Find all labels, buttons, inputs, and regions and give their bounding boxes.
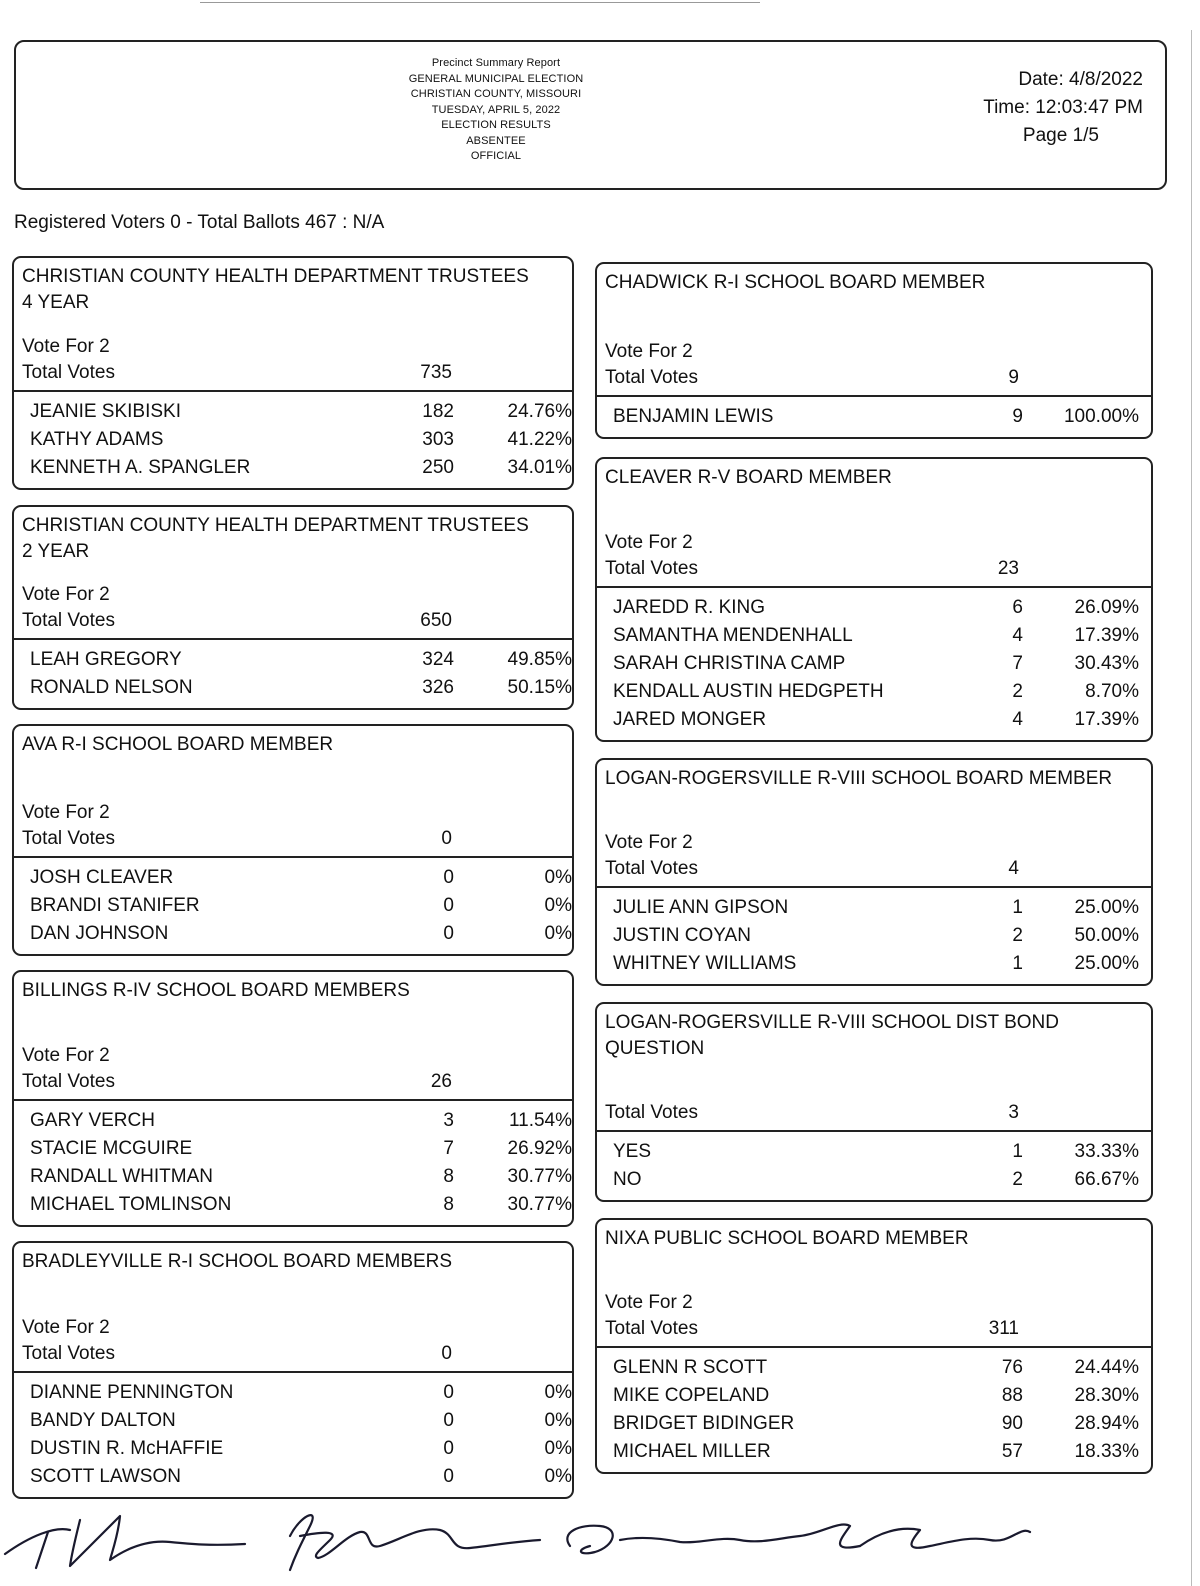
divider: [14, 1099, 572, 1101]
vote-for-label: Vote For 2: [605, 341, 693, 362]
contest-title: BRADLEYVILLE R-I SCHOOL BOARD MEMBERS: [22, 1251, 453, 1272]
candidate-name: BRANDI STANIFER: [30, 895, 200, 916]
candidate-row: [14, 920, 572, 948]
candidate-row: [597, 922, 1151, 950]
candidate-percent: 24.76%: [507, 401, 572, 422]
total-votes-label: Total Votes: [22, 828, 115, 849]
candidate-percent: 100.00%: [1063, 406, 1139, 427]
candidate-percent: 25.00%: [1074, 953, 1139, 974]
candidate-percent: 26.92%: [507, 1138, 572, 1159]
candidate-percent: 30.43%: [1074, 653, 1139, 674]
candidate-row: [597, 1166, 1151, 1194]
candidate-name: LEAH GREGORY: [30, 649, 182, 670]
candidate-votes: 303: [422, 429, 454, 450]
candidate-votes: 8: [443, 1166, 454, 1187]
candidate-votes: 8: [443, 1194, 454, 1215]
candidate-percent: 26.09%: [1074, 597, 1139, 618]
candidate-votes: 0: [443, 895, 454, 916]
total-votes-value: 650: [420, 610, 452, 631]
candidate-percent: 8.70%: [1085, 681, 1139, 702]
candidate-name: NO: [613, 1169, 642, 1190]
contest-box: [595, 1218, 1153, 1474]
total-votes-label: Total Votes: [22, 362, 115, 383]
candidate-name: JOSH CLEAVER: [30, 867, 174, 888]
candidate-percent: 50.00%: [1074, 925, 1139, 946]
total-votes-value: 0: [441, 828, 452, 849]
total-votes-value: 9: [1008, 367, 1019, 388]
divider: [597, 395, 1151, 397]
contest-box: [12, 256, 574, 490]
divider: [14, 638, 572, 640]
candidate-percent: 50.15%: [507, 677, 572, 698]
signature-3: [567, 1525, 860, 1554]
candidate-name: RANDALL WHITMAN: [30, 1166, 213, 1187]
candidate-votes: 2: [1012, 681, 1023, 702]
report-header: [14, 40, 1167, 190]
candidate-row: [14, 892, 572, 920]
candidate-name: KENDALL AUSTIN HEDGPETH: [613, 681, 884, 702]
status-label: OFFICIAL: [470, 150, 522, 162]
ballot-type: ABSENTEE: [466, 134, 526, 147]
scan-top-edge: [0, 0, 1200, 12]
report-title-block: [361, 56, 631, 165]
candidate-percent: 49.85%: [507, 649, 572, 670]
page-number: Page 1/5: [1022, 125, 1099, 146]
total-votes-label: Total Votes: [605, 1102, 698, 1123]
total-votes-label: Total Votes: [605, 558, 698, 579]
contest-title: AVA R-I SCHOOL BOARD MEMBER: [22, 734, 334, 755]
candidate-name: JAREDD R. KING: [613, 597, 766, 618]
candidate-percent: 0%: [544, 867, 572, 888]
contest-box: [12, 970, 574, 1227]
candidate-name: MICHAEL TOMLINSON: [30, 1194, 232, 1215]
candidate-row: [597, 650, 1151, 678]
divider: [597, 886, 1151, 888]
candidate-votes: 0: [443, 1438, 454, 1459]
signature-1: [5, 1516, 245, 1568]
candidate-name: JUSTIN COYAN: [613, 925, 751, 946]
candidate-row: [14, 1191, 572, 1219]
contest-box: [595, 758, 1153, 986]
total-votes-label: Total Votes: [22, 610, 115, 631]
candidate-votes: 0: [443, 1466, 454, 1487]
candidate-percent: 17.39%: [1074, 625, 1139, 646]
candidate-votes: 0: [443, 1382, 454, 1403]
scan-artifact-line: [200, 2, 760, 3]
candidate-votes: 4: [1012, 625, 1023, 646]
candidate-percent: 11.54%: [508, 1110, 572, 1131]
candidate-row: [14, 426, 572, 454]
total-votes-label: Total Votes: [22, 1343, 115, 1364]
candidate-percent: 30.77%: [507, 1194, 572, 1215]
candidate-name: SAMANTHA MENDENHALL: [613, 625, 853, 646]
contest-box: [595, 1002, 1153, 1202]
candidate-name: STACIE MCGUIRE: [30, 1138, 193, 1159]
candidate-row: [14, 1463, 572, 1491]
candidate-name: WHITNEY WILLIAMS: [613, 953, 797, 974]
candidate-votes: 326: [422, 677, 454, 698]
candidate-row: [14, 1379, 572, 1407]
vote-for-label: Vote For 2: [605, 1292, 693, 1313]
total-votes-label: Total Votes: [605, 858, 698, 879]
candidate-name: JARED MONGER: [613, 709, 767, 730]
candidate-votes: 1: [1012, 953, 1023, 974]
divider: [14, 1371, 572, 1373]
total-votes-value: 3: [1008, 1102, 1019, 1123]
candidate-row: [597, 706, 1151, 734]
candidate-name: DUSTIN R. McHAFFIE: [30, 1438, 224, 1459]
candidate-votes: 7: [1012, 653, 1023, 674]
candidate-name: BANDY DALTON: [30, 1410, 176, 1431]
candidate-votes: 182: [422, 401, 454, 422]
candidate-row: [597, 1438, 1151, 1466]
contest-title: NIXA PUBLIC SCHOOL BOARD MEMBER: [605, 1228, 969, 1249]
total-votes-value: 735: [420, 362, 452, 383]
candidate-row: [14, 1135, 572, 1163]
candidate-name: GARY VERCH: [30, 1110, 155, 1131]
candidate-name: BENJAMIN LEWIS: [613, 406, 774, 427]
candidate-row: [597, 1410, 1151, 1438]
candidate-votes: 90: [1001, 1413, 1023, 1434]
total-votes-label: Total Votes: [605, 367, 698, 388]
candidate-votes: 324: [422, 649, 454, 670]
candidate-votes: 250: [422, 457, 454, 478]
candidate-row: [14, 454, 572, 482]
scan-right-edge: [1191, 30, 1192, 1586]
candidate-votes: 3: [443, 1110, 454, 1131]
candidate-percent: 0%: [544, 1466, 572, 1487]
candidate-votes: 2: [1012, 1169, 1023, 1190]
candidate-row: [597, 622, 1151, 650]
total-votes-label: Total Votes: [605, 1318, 698, 1339]
candidate-row: [597, 1382, 1151, 1410]
total-votes-value: 4: [1008, 858, 1019, 879]
candidate-percent: 0%: [544, 1438, 572, 1459]
divider: [597, 586, 1151, 588]
candidate-row: [14, 1435, 572, 1463]
total-votes-value: 23: [997, 558, 1019, 579]
candidate-row: [14, 674, 572, 702]
candidate-name: JEANIE SKIBISKI: [30, 401, 181, 422]
candidate-percent: 17.39%: [1074, 709, 1139, 730]
total-votes-label: Total Votes: [22, 1071, 115, 1092]
candidate-percent: 28.30%: [1074, 1385, 1139, 1406]
candidate-row: [14, 398, 572, 426]
vote-for-label: Vote For 2: [22, 336, 110, 357]
contest-box: [12, 724, 574, 956]
candidate-row: [597, 950, 1151, 978]
candidate-votes: 88: [1001, 1385, 1023, 1406]
candidate-percent: 18.33%: [1074, 1441, 1139, 1462]
candidate-percent: 34.01%: [507, 457, 572, 478]
candidate-percent: 66.67%: [1074, 1169, 1139, 1190]
candidate-row: [14, 864, 572, 892]
candidate-percent: 28.94%: [1074, 1413, 1139, 1434]
candidate-name: YES: [613, 1141, 652, 1162]
candidate-percent: 25.00%: [1074, 897, 1139, 918]
total-votes-value: 0: [441, 1343, 452, 1364]
candidate-name: MICHAEL MILLER: [613, 1441, 771, 1462]
candidate-votes: 0: [443, 867, 454, 888]
ballot-summary: Registered Voters 0 - Total Ballots 467 : N/A: [14, 212, 385, 233]
candidate-name: RONALD NELSON: [30, 677, 193, 698]
contest-box: [12, 505, 574, 710]
vote-for-label: Vote For 2: [22, 1317, 110, 1338]
candidate-votes: 7: [443, 1138, 454, 1159]
candidate-row: [597, 403, 1151, 431]
candidate-row: [14, 1107, 572, 1135]
jurisdiction: CHRISTIAN COUNTY, MISSOURI: [410, 88, 582, 100]
candidate-percent: 30.77%: [507, 1166, 572, 1187]
candidate-votes: 4: [1012, 709, 1023, 730]
candidate-name: DAN JOHNSON: [30, 923, 169, 944]
candidate-name: DIANNE PENNINGTON: [30, 1382, 234, 1403]
contest-box: [595, 457, 1153, 742]
report-time: Time: 12:03:47 PM: [983, 97, 1143, 118]
candidate-votes: 0: [443, 1410, 454, 1431]
candidate-row: [597, 894, 1151, 922]
candidate-row: [597, 678, 1151, 706]
candidate-percent: 0%: [544, 1382, 572, 1403]
contest-title: BILLINGS R-IV SCHOOL BOARD MEMBERS: [22, 980, 410, 1001]
contest-title: CLEAVER R-V BOARD MEMBER: [605, 467, 892, 488]
candidate-votes: 2: [1012, 925, 1023, 946]
candidate-name: KENNETH A. SPANGLER: [30, 457, 251, 478]
divider: [597, 1346, 1151, 1348]
candidate-votes: 6: [1012, 597, 1023, 618]
candidate-percent: 0%: [544, 1410, 572, 1431]
candidate-votes: 0: [443, 923, 454, 944]
candidate-name: SARAH CHRISTINA CAMP: [613, 653, 846, 674]
candidate-percent: 0%: [544, 895, 572, 916]
candidate-name: MIKE COPELAND: [613, 1385, 770, 1406]
election-date: TUESDAY, APRIL 5, 2022: [431, 103, 561, 116]
candidate-row: [14, 1407, 572, 1435]
candidate-row: [14, 646, 572, 674]
candidate-percent: 0%: [544, 923, 572, 944]
report-meta: [923, 66, 1143, 150]
divider: [14, 856, 572, 858]
candidate-percent: 24.44%: [1074, 1357, 1139, 1378]
report-date: Date: 4/8/2022: [1018, 69, 1143, 90]
election-name: GENERAL MUNICIPAL ELECTION: [408, 72, 584, 85]
contest-title: CHADWICK R-I SCHOOL BOARD MEMBER: [605, 272, 986, 293]
report-title: Precinct Summary Report: [431, 57, 561, 69]
candidate-percent: 33.33%: [1074, 1141, 1139, 1162]
candidate-name: KATHY ADAMS: [30, 429, 164, 450]
candidate-name: SCOTT LAWSON: [30, 1466, 181, 1487]
vote-for-label: Vote For 2: [22, 802, 110, 823]
contest-title: CHRISTIAN COUNTY HEALTH DEPARTMENT TRUSTEES 4 YEAR: [22, 266, 529, 313]
signature-4: [860, 1529, 1030, 1548]
vote-for-label: Vote For 2: [605, 532, 693, 553]
results-label: ELECTION RESULTS: [441, 119, 551, 131]
contest-box: [595, 262, 1153, 439]
contest-title: CHRISTIAN COUNTY HEALTH DEPARTMENT TRUSTEES 2 YEAR: [22, 515, 529, 562]
contest-box: [12, 1241, 574, 1499]
candidate-votes: 76: [1001, 1357, 1023, 1378]
contest-title: LOGAN-ROGERSVILLE R-VIII SCHOOL BOARD MEMBER: [605, 768, 1113, 789]
total-votes-value: 311: [988, 1318, 1019, 1339]
total-votes-value: 26: [430, 1071, 452, 1092]
candidate-row: [597, 594, 1151, 622]
candidate-name: JULIE ANN GIPSON: [613, 897, 789, 918]
candidate-votes: 9: [1012, 406, 1023, 427]
candidate-votes: 1: [1012, 897, 1023, 918]
candidate-name: GLENN R SCOTT: [613, 1357, 768, 1378]
candidate-name: BRIDGET BIDINGER: [613, 1413, 795, 1434]
signatures: [0, 1496, 1200, 1586]
candidate-votes: 57: [1001, 1441, 1023, 1462]
divider: [597, 1130, 1151, 1132]
vote-for-label: Vote For 2: [22, 1045, 110, 1066]
vote-for-label: Vote For 2: [605, 832, 693, 853]
signature-2: [290, 1515, 540, 1570]
candidate-row: [597, 1138, 1151, 1166]
candidate-row: [14, 1163, 572, 1191]
divider: [14, 390, 572, 392]
candidate-votes: 1: [1012, 1141, 1023, 1162]
candidate-percent: 41.22%: [507, 429, 572, 450]
contest-title: LOGAN-ROGERSVILLE R-VIII SCHOOL DIST BOND QUESTION: [605, 1012, 1059, 1059]
candidate-row: [597, 1354, 1151, 1382]
vote-for-label: Vote For 2: [22, 584, 110, 605]
